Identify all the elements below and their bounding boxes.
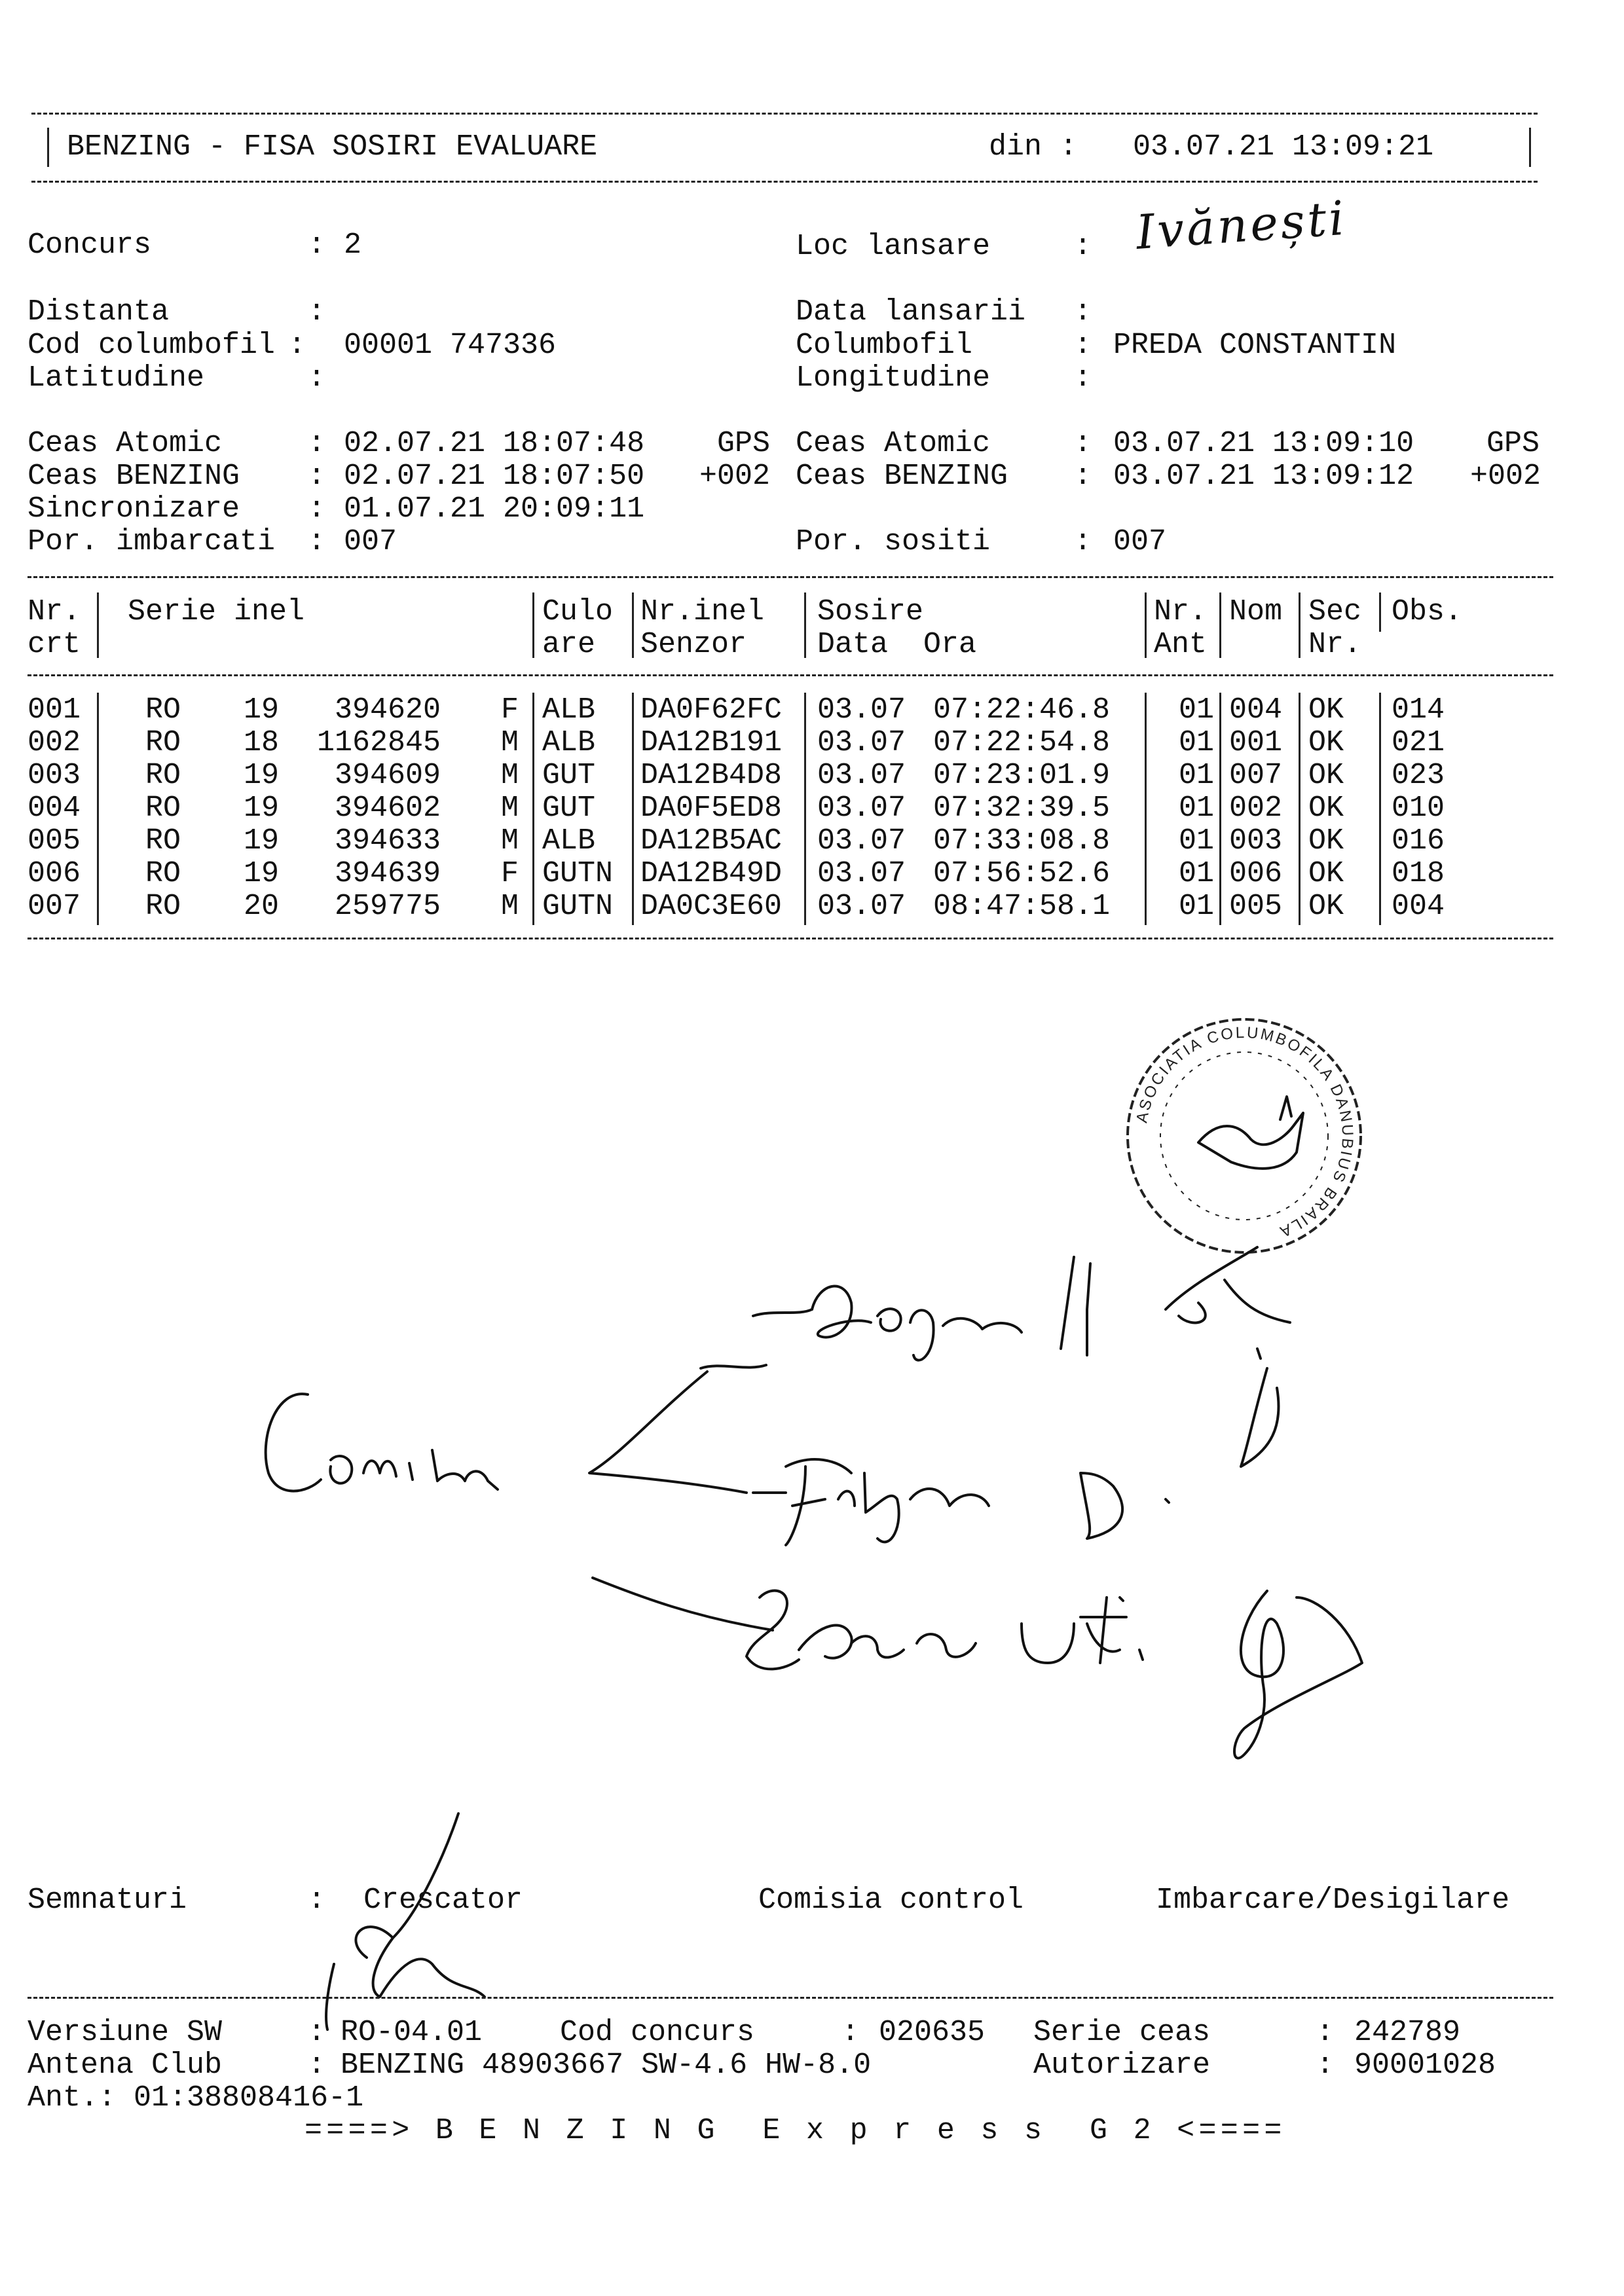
data-lansarii-label: Data lansarii <box>796 295 1026 329</box>
cell-ora: 08:47:58.1 <box>933 890 1111 923</box>
cell-sec: OK <box>1308 759 1344 792</box>
col-sep-8 <box>1379 592 1381 632</box>
table-row <box>0 727 1526 759</box>
cell-nr: 004 <box>28 792 81 825</box>
cell-sex: F <box>501 857 519 890</box>
table-row <box>0 792 1526 825</box>
cell-data: 03.07 <box>817 792 906 825</box>
th-ant-2: Ant <box>1154 628 1208 661</box>
date-value: 03.07.21 13:09:21 <box>1133 130 1434 164</box>
autorizare-value: 90001028 <box>1354 2049 1496 2082</box>
por-sositi-label: Por. sositi <box>796 525 991 558</box>
cod-columbofil-colon: : <box>288 329 306 362</box>
cell-obs: 021 <box>1392 726 1445 759</box>
cell-culoare: GUT <box>542 759 596 792</box>
por-sositi-colon: : <box>1074 525 1092 558</box>
cell-serie: 394633 <box>334 824 441 858</box>
columbofil-colon: : <box>1074 329 1092 362</box>
ceas-benzing-left-suffix: +002 <box>699 460 771 493</box>
th-nrinel-1: Nr.inel <box>640 595 765 629</box>
cell-nr: 007 <box>28 890 81 923</box>
loc-lansare-value: Ivănești <box>1134 190 1349 260</box>
table-header-border <box>28 674 1553 676</box>
th-nr-1: Nr. <box>28 595 81 629</box>
col-sep-2 <box>532 592 534 658</box>
sincronizare-label: Sincronizare <box>28 492 240 526</box>
cell-serie: 1162845 <box>316 726 441 759</box>
cell-tara: RO <box>145 857 181 890</box>
loc-lansare-colon: : <box>1074 230 1092 263</box>
col-sep-6 <box>1219 592 1221 658</box>
ceas-atomic-right-label: Ceas Atomic <box>796 427 991 460</box>
cell-culoare: ALB <box>542 693 596 727</box>
cell-an: 18 <box>244 726 280 759</box>
cell-tara: RO <box>145 759 181 792</box>
header-bottom-border <box>31 181 1538 183</box>
col-sep-7 <box>1299 592 1301 658</box>
table-row <box>0 858 1526 890</box>
th-nom: Nom <box>1229 595 1283 629</box>
cell-ora: 07:22:54.8 <box>933 726 1111 759</box>
imbarcare-label: Imbarcare/Desigilare <box>1156 1884 1510 1917</box>
table-row <box>0 890 1526 923</box>
cell-data: 03.07 <box>817 726 906 759</box>
cell-tara: RO <box>145 890 181 923</box>
ceas-atomic-right-colon: : <box>1074 427 1092 460</box>
cod-concurs-value: 020635 <box>879 2016 986 2049</box>
cell-data: 03.07 <box>817 857 906 890</box>
cell-senzor: DA12B191 <box>640 726 783 759</box>
cell-sex: M <box>501 824 519 858</box>
cell-sec: OK <box>1308 824 1344 858</box>
concurs-label: Concurs <box>28 228 152 262</box>
cell-senzor: DA0F5ED8 <box>640 792 783 825</box>
header-left-border <box>47 128 49 167</box>
cell-ant: 01 <box>1179 693 1215 727</box>
cell-nom: 005 <box>1229 890 1283 923</box>
distanta-label: Distanta <box>28 295 170 329</box>
th-sosire-1: Sosire <box>817 595 924 629</box>
cell-data: 03.07 <box>817 693 906 727</box>
cell-sex: M <box>501 792 519 825</box>
cell-senzor: DA12B4D8 <box>640 759 783 792</box>
cell-nr: 002 <box>28 726 81 759</box>
col-sep-5 <box>1145 592 1147 658</box>
cell-sec: OK <box>1308 792 1344 825</box>
antena-value: BENZING 48903667 SW-4.6 HW-8.0 <box>341 2049 872 2082</box>
cell-tara: RO <box>145 693 181 727</box>
cell-obs: 014 <box>1392 693 1445 727</box>
cell-data: 03.07 <box>817 759 906 792</box>
latitudine-label: Latitudine <box>28 361 205 395</box>
longitudine-colon: : <box>1074 361 1092 395</box>
concurs-value: 2 <box>344 228 362 262</box>
cell-sex: M <box>501 759 519 792</box>
cell-ora: 07:23:01.9 <box>933 759 1111 792</box>
ceas-benzing-left-value: 02.07.21 18:07:50 <box>344 460 645 493</box>
cell-serie: 394602 <box>334 792 441 825</box>
antena-colon: : <box>308 2049 326 2082</box>
ant-line: Ant.: 01:38808416-1 <box>28 2081 364 2115</box>
semnaturi-colon: : <box>308 1884 326 1917</box>
loc-lansare-label: Loc lansare <box>796 230 991 263</box>
cell-tara: RO <box>145 726 181 759</box>
cell-nr: 003 <box>28 759 81 792</box>
cell-nom: 006 <box>1229 857 1283 890</box>
cell-data: 03.07 <box>817 890 906 923</box>
th-sec-1: Sec <box>1308 595 1362 629</box>
cell-senzor: DA12B5AC <box>640 824 783 858</box>
header-top-border <box>31 113 1538 115</box>
cell-nom: 007 <box>1229 759 1283 792</box>
por-imbarcati-value: 007 <box>344 525 397 558</box>
cod-columbofil-value: 00001 747336 <box>344 329 557 362</box>
cell-ora: 07:22:46.8 <box>933 693 1111 727</box>
ceas-atomic-left-label: Ceas Atomic <box>28 427 223 460</box>
cell-sex: F <box>501 693 519 727</box>
por-sositi-value: 007 <box>1113 525 1167 558</box>
cell-nr: 006 <box>28 857 81 890</box>
cell-ora: 07:32:39.5 <box>933 792 1111 825</box>
col-sep-4 <box>804 592 806 658</box>
ceas-atomic-left-suffix: GPS <box>717 427 771 460</box>
cell-ant: 01 <box>1179 824 1215 858</box>
columbofil-label: Columbofil <box>796 329 973 362</box>
cell-serie: 259775 <box>334 890 441 923</box>
longitudine-label: Longitudine <box>796 361 991 395</box>
por-imbarcati-colon: : <box>308 525 326 558</box>
cell-obs: 004 <box>1392 890 1445 923</box>
serie-ceas-value: 242789 <box>1354 2016 1461 2049</box>
cell-tara: RO <box>145 824 181 858</box>
cell-ant: 01 <box>1179 857 1215 890</box>
cell-data: 03.07 <box>817 824 906 858</box>
ceas-atomic-left-colon: : <box>308 427 326 460</box>
cell-an: 19 <box>244 759 280 792</box>
cell-sec: OK <box>1308 726 1344 759</box>
ceas-atomic-left-value: 02.07.21 18:07:48 <box>344 427 645 460</box>
ceas-atomic-right-value: 03.07.21 13:09:10 <box>1113 427 1414 460</box>
antena-label: Antena Club <box>28 2049 223 2082</box>
col-sep-3 <box>632 592 634 658</box>
cell-nr: 005 <box>28 824 81 858</box>
footer-banner: ====> B E N Z I N G E x p r e s s G 2 <==== <box>304 2114 1286 2147</box>
cell-ant: 01 <box>1179 726 1215 759</box>
ceas-atomic-right-suffix: GPS <box>1486 427 1540 460</box>
header-right-border <box>1529 128 1531 167</box>
cell-senzor: DA12B49D <box>640 857 783 890</box>
cell-culoare: ALB <box>542 824 596 858</box>
cell-sec: OK <box>1308 890 1344 923</box>
cell-sec: OK <box>1308 857 1344 890</box>
cell-senzor: DA0F62FC <box>640 693 783 727</box>
autorizare-colon: : <box>1316 2049 1335 2082</box>
cell-an: 20 <box>244 890 280 923</box>
cell-nom: 002 <box>1229 792 1283 825</box>
cell-culoare: GUT <box>542 792 596 825</box>
ceas-benzing-left-label: Ceas BENZING <box>28 460 240 493</box>
table-row <box>0 825 1526 858</box>
cell-culoare: ALB <box>542 726 596 759</box>
cell-ant: 01 <box>1179 792 1215 825</box>
serie-ceas-colon: : <box>1316 2016 1335 2049</box>
cell-serie: 394609 <box>334 759 441 792</box>
th-ant-1: Nr. <box>1154 595 1208 629</box>
cell-an: 19 <box>244 693 280 727</box>
ceas-benzing-right-suffix: +002 <box>1470 460 1541 493</box>
stamp-text: ASOCIATIA COLUMBOFILA DANUBIUS BRAILA <box>1133 1023 1357 1241</box>
cell-nom: 004 <box>1229 693 1283 727</box>
cod-columbofil-label: Cod columbofil <box>28 329 276 362</box>
cell-an: 19 <box>244 792 280 825</box>
concurs-colon: : <box>308 228 326 262</box>
cell-obs: 023 <box>1392 759 1445 792</box>
th-culo-2: are <box>542 628 596 661</box>
cell-obs: 010 <box>1392 792 1445 825</box>
sincronizare-colon: : <box>308 492 326 526</box>
serie-ceas-label: Serie ceas <box>1033 2016 1211 2049</box>
cell-serie: 394639 <box>334 857 441 890</box>
cell-an: 19 <box>244 824 280 858</box>
versiune-label: Versiune SW <box>28 2016 223 2049</box>
table-row <box>0 759 1526 792</box>
table-body <box>0 694 1624 930</box>
latitudine-colon: : <box>308 361 326 395</box>
th-sec-2: Nr. <box>1308 628 1362 661</box>
th-sosire-2: Data Ora <box>817 628 977 661</box>
ceas-benzing-left-colon: : <box>308 460 326 493</box>
versiune-colon: : <box>308 2016 326 2049</box>
date-label: din : <box>989 130 1078 164</box>
cell-nom: 001 <box>1229 726 1283 759</box>
cell-senzor: DA0C3E60 <box>640 890 783 923</box>
th-serie: Serie inel <box>128 595 305 629</box>
cell-nom: 003 <box>1229 824 1283 858</box>
cod-concurs-colon: : <box>841 2016 860 2049</box>
cell-culoare: GUTN <box>542 857 614 890</box>
th-obs: Obs. <box>1392 595 1463 629</box>
distanta-colon: : <box>308 295 326 329</box>
cell-an: 19 <box>244 857 280 890</box>
col-sep-1 <box>97 592 99 658</box>
autorizare-label: Autorizare <box>1033 2049 1211 2082</box>
cell-ora: 07:56:52.6 <box>933 857 1111 890</box>
cod-concurs-label: Cod concurs <box>560 2016 755 2049</box>
table-bottom-border <box>28 938 1553 939</box>
th-nr-2: crt <box>28 628 81 661</box>
ceas-benzing-right-label: Ceas BENZING <box>796 460 1008 493</box>
th-culo-1: Culo <box>542 595 614 629</box>
ceas-benzing-right-colon: : <box>1074 460 1092 493</box>
cell-nr: 001 <box>28 693 81 727</box>
ceas-benzing-right-value: 03.07.21 13:09:12 <box>1113 460 1414 493</box>
cell-obs: 016 <box>1392 824 1445 858</box>
cell-sex: M <box>501 726 519 759</box>
comisia-control-label: Comisia control <box>758 1884 1024 1917</box>
cell-culoare: GUTN <box>542 890 614 923</box>
versiune-value: RO-04.01 <box>341 2016 483 2049</box>
cell-ant: 01 <box>1179 759 1215 792</box>
crescator-label: Crescator <box>363 1884 523 1917</box>
th-nrinel-2: Senzor <box>640 628 747 661</box>
columbofil-value: PREDA CONSTANTIN <box>1113 329 1397 362</box>
cell-serie: 394620 <box>334 693 441 727</box>
table-row <box>0 694 1526 727</box>
table-top-border <box>28 576 1553 578</box>
cell-ora: 07:33:08.8 <box>933 824 1111 858</box>
document-title: BENZING - FISA SOSIRI EVALUARE <box>67 130 598 164</box>
cell-tara: RO <box>145 792 181 825</box>
cell-sec: OK <box>1308 693 1344 727</box>
footer-divider <box>28 1997 1553 1999</box>
semnaturi-label: Semnaturi <box>28 1884 187 1917</box>
por-imbarcati-label: Por. imbarcati <box>28 525 276 558</box>
data-lansarii-colon: : <box>1074 295 1092 329</box>
cell-ant: 01 <box>1179 890 1215 923</box>
sincronizare-value: 01.07.21 20:09:11 <box>344 492 645 526</box>
cell-obs: 018 <box>1392 857 1445 890</box>
cell-sex: M <box>501 890 519 923</box>
